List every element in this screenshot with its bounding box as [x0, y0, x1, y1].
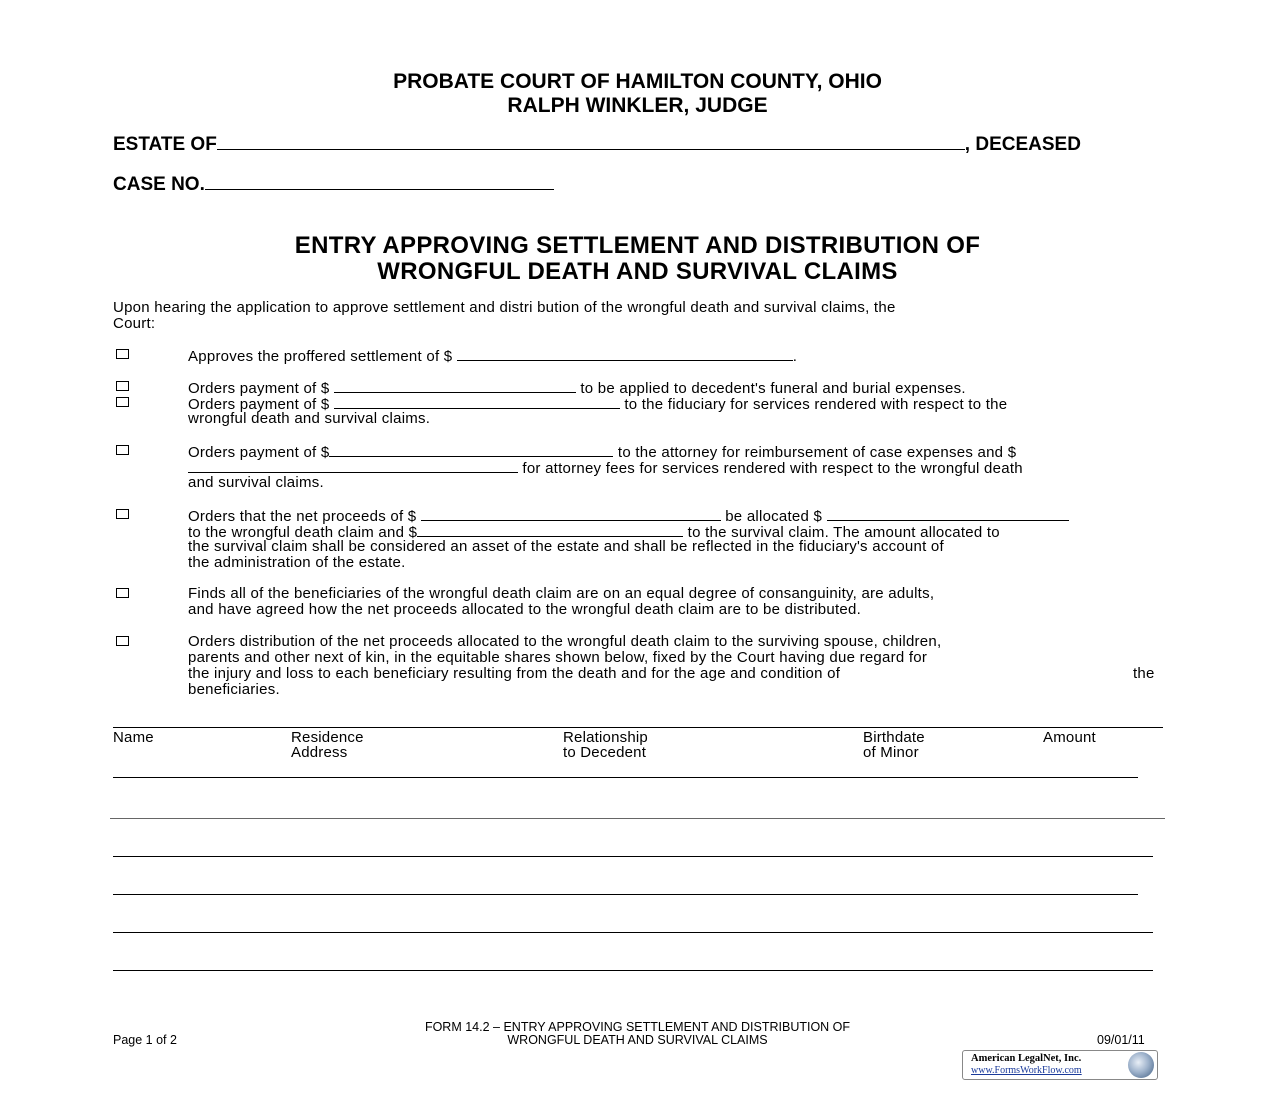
- distribution-checkbox[interactable]: [116, 636, 129, 646]
- estate-name-field[interactable]: [217, 135, 965, 150]
- form-title-line2: WRONGFUL DEATH AND SURVIVAL CLAIMS: [377, 258, 898, 285]
- case-number-field[interactable]: [205, 175, 554, 190]
- distribution-text-line4: beneficiaries.: [188, 681, 280, 698]
- settlement-amount-field[interactable]: [457, 346, 793, 361]
- col-header-amount: Amount: [1043, 729, 1096, 746]
- case-label: CASE NO.: [113, 174, 205, 195]
- allocation-text-line3: the survival claim shall be considered an asset of the estate and shall be reflected in the fiduciary's account of: [188, 538, 944, 555]
- funeral-payment-checkbox[interactable]: [116, 381, 129, 391]
- funeral-amount-field[interactable]: [334, 378, 576, 393]
- wrongful-death-allocation-field[interactable]: [827, 506, 1069, 521]
- table-row[interactable]: [113, 970, 1153, 971]
- case-line: [113, 174, 554, 196]
- beneficiaries-finding-checkbox[interactable]: [116, 588, 129, 598]
- intro-line2: Court:: [113, 315, 156, 332]
- col-header-birthdate: Birthdate of Minor: [863, 729, 925, 761]
- attorney-payment-checkbox[interactable]: [116, 445, 129, 455]
- beneficiaries-finding-text-line2: and have agreed how the net proceeds allocated to the wrongful death claim are to be distributed.: [188, 601, 862, 618]
- attorney-payment-text-line2: for attorney fees for services rendered with respect to the wrongful death: [188, 458, 1023, 477]
- form-footer-line1: FORM 14.2 – ENTRY APPROVING SETTLEMENT AND DISTRIBUTION OF: [424, 1020, 851, 1034]
- globe-icon: [1128, 1052, 1154, 1078]
- approve-settlement-checkbox[interactable]: [116, 349, 129, 359]
- intro-line1: Upon hearing the application to approve settlement and distri bution of the wrongful death and survival claims, the: [113, 299, 896, 316]
- allocation-text: Orders that the net proceeds of $ be allocated $: [188, 506, 1069, 525]
- logo-url-link[interactable]: www.FormsWorkFlow.com: [971, 1065, 1082, 1076]
- court-name: PROBATE COURT OF HAMILTON COUNTY, OHIO: [393, 70, 882, 93]
- deceased-label: , DECEASED: [964, 134, 1081, 155]
- fiduciary-payment-checkbox[interactable]: [116, 397, 129, 407]
- allocation-text-line4: the administration of the estate.: [188, 554, 406, 571]
- col-header-relationship: Relationship to Decedent: [563, 729, 648, 761]
- allocation-text-line2: to the wrongful death claim and $ to the survival claim. The amount allocated to: [188, 524, 1000, 541]
- col-header-name: Name: [113, 729, 154, 746]
- attorney-payment-text: Orders payment of $ to the attorney for reimbursement of case expenses and $: [188, 444, 1017, 461]
- attorney-payment-text-line3: and survival claims.: [188, 474, 324, 491]
- funeral-payment-text: Orders payment of $ to be applied to decedent's funeral and burial expenses.: [188, 380, 966, 397]
- page-number: Page 1 of 2: [113, 1033, 177, 1047]
- allocation-checkbox[interactable]: [116, 509, 129, 519]
- judge-name: RALPH WINKLER, JUDGE: [507, 94, 768, 117]
- approve-settlement-text: Approves the proffered settlement of $ .: [188, 348, 798, 365]
- attorney-fees-amount-field[interactable]: [188, 458, 518, 473]
- table-row[interactable]: [113, 856, 1153, 857]
- net-proceeds-amount-field[interactable]: [421, 506, 721, 521]
- estate-label: ESTATE OF: [113, 134, 217, 155]
- distribution-text-line2: parents and other next of kin, in the equitable shares shown below, fixed by the Court having due regard for: [188, 649, 928, 666]
- beneficiaries-finding-text: Finds all of the beneficiaries of the wrongful death claim are on an equal degree of consanguinity, are adults,: [188, 585, 935, 602]
- survival-allocation-field[interactable]: [417, 522, 683, 537]
- table-row[interactable]: [113, 932, 1153, 933]
- form-footer-line2: WRONGFUL DEATH AND SURVIVAL CLAIMS: [507, 1033, 768, 1047]
- fiduciary-amount-field[interactable]: [334, 394, 620, 409]
- table-row[interactable]: [113, 777, 1138, 778]
- table-row[interactable]: [113, 894, 1138, 895]
- form-title-line1: ENTRY APPROVING SETTLEMENT AND DISTRIBUTION OF: [294, 232, 981, 259]
- table-top-rule: [113, 727, 1163, 728]
- fiduciary-payment-text-line2: wrongful death and survival claims.: [188, 410, 431, 427]
- distribution-text-line3: the injury and loss to each beneficiary resulting from the death and for the age and condition of: [188, 665, 841, 682]
- revision-date: 09/01/11: [1097, 1033, 1145, 1047]
- case-expenses-amount-field[interactable]: [329, 442, 613, 457]
- estate-line: [113, 134, 1081, 156]
- legalnet-logo[interactable]: [962, 1050, 1158, 1080]
- distribution-text-line3-end: the: [1133, 665, 1155, 682]
- table-row[interactable]: [110, 818, 1165, 819]
- fiduciary-payment-text: Orders payment of $ to the fiduciary for services rendered with respect to the: [188, 396, 1008, 413]
- logo-company-name: American LegalNet, Inc.: [971, 1053, 1082, 1064]
- col-header-residence: Residence Address: [291, 729, 364, 761]
- distribution-text: Orders distribution of the net proceeds allocated to the wrongful death claim to the surviving spouse, children,: [188, 633, 942, 650]
